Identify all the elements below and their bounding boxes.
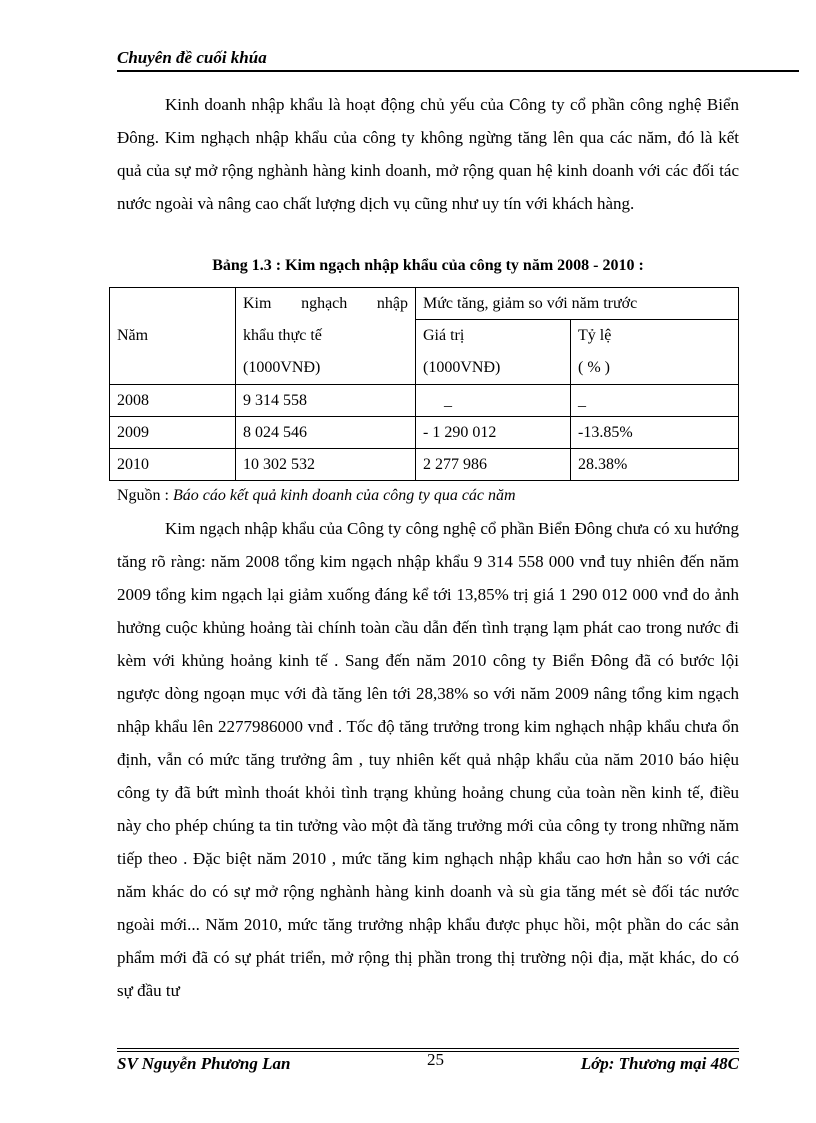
- table-header-row: [110, 288, 739, 320]
- table-row: [110, 417, 739, 449]
- source-text: Báo cáo kết quả kinh doanh của công ty qua các năm: [173, 487, 516, 504]
- header-kim-line1: Kim nghạch nhập: [243, 295, 408, 312]
- header-value-line2: (1000VNĐ): [423, 359, 501, 376]
- header-value-line1: Giá trị: [423, 327, 465, 344]
- cell-year: 2008: [110, 385, 236, 417]
- cell-rate: _: [571, 385, 739, 417]
- cell-import: 10 302 532: [236, 449, 416, 481]
- header-import-turnover: [236, 288, 416, 385]
- table-row: [110, 449, 739, 481]
- cell-year: 2009: [110, 417, 236, 449]
- page-number: 25: [427, 1050, 444, 1069]
- cell-rate: 28.38%: [571, 449, 739, 481]
- cell-import: 8 024 546: [236, 417, 416, 449]
- header-year: Năm: [110, 288, 236, 385]
- cell-import: 9 314 558: [236, 385, 416, 417]
- cell-value: _: [416, 385, 571, 417]
- intro-paragraph: Kinh doanh nhập khẩu là hoạt động chủ yếu của Công ty cổ phần công nghệ Biển Đông. Kim nghạch nhập khẩu của công ty không ngừng tăng lên qua các năm, đó là kết quả của sự mở rộng nghành hàng kinh doanh, mở rộng quan hệ kinh doanh với các đối tác nước ngoài và nâng cao chất lượng dịch vụ cũng như uy tín với khách hàng.: [117, 95, 739, 213]
- header-kim-line2: khẩu thực tế: [243, 327, 322, 344]
- footer-author: SV Nguyễn Phương Lan: [117, 1054, 291, 1073]
- footer-class: Lớp: Thương mại 48C: [580, 1054, 739, 1073]
- table-row: [110, 385, 739, 417]
- header-rate-line2: ( % ): [578, 359, 610, 376]
- header-value: [416, 320, 571, 385]
- analysis-paragraph: Kim ngạch nhập khẩu của Công ty công nghệ cổ phần Biển Đông chưa có xu hướng tăng rõ ràng: năm 2008 tổng kim ngạch nhập khẩu 9 314 558 000 vnđ tuy nhiên đến năm 2009 tổng kim ngạch lại giảm xuống đáng kể tới 13,85% trị giá 1 290 012 000 vnđ do ảnh hưởng cuộc khủng hoảng tài chính toàn cầu dẫn đến tình trạng lạm phát cao trong nước đi kèm với khủng hoảng kinh tế . Sang đến năm 2010 công ty Biển Đông đã có bước lội ngược dòng ngoạn mục với đà tăng lên tới 28,38% so với năm 2009 nâng tổng kim ngạch nhập khẩu lên 2277986000 vnđ . Tốc độ tăng trưởng trong kim nghạch nhập khẩu chưa ổn định, vẫn có mức tăng trưởng âm , tuy nhiên kết quả nhập khẩu của năm 2010 báo hiệu công ty đã bứt mình thoát khỏi tình trạng khủng hoảng chung của toàn nền kinh tế, điều này cho phép chúng ta tin tưởng vào một đà tăng trưởng mới của công ty trong những năm tiếp theo . Đặc biệt năm 2010 , mức tăng kim nghạch nhập khẩu cao hơn hẳn so với các năm khác do có sự mở rộng nghành hàng kinh doanh và sù gia tăng mét sè đối tác nước ngoài mới... Năm 2010, mức tăng trưởng nhập khẩu được phục hồi, một phần do các sản phẩm mới đã có sự phát triển, mở rộng thị phần trong thị trường nội địa, mặt khác, do có sự đầu tư: [117, 519, 739, 1000]
- source-label: Nguồn :: [117, 487, 169, 504]
- header-kim-line3: (1000VNĐ): [243, 359, 321, 376]
- header-rate: [571, 320, 739, 385]
- cell-rate: -13.85%: [571, 417, 739, 449]
- cell-value: 2 277 986: [416, 449, 571, 481]
- table-title: Bảng 1.3 : Kim ngạch nhập khẩu của công ty năm 2008 - 2010 :: [212, 257, 644, 274]
- footer-divider: [117, 1048, 739, 1049]
- page-header-title: Chuyên đề cuối khúa: [117, 48, 799, 72]
- header-rate-line1: Tỷ lệ: [578, 327, 612, 344]
- header-change: Mức tăng, giảm so với năm trước: [416, 288, 739, 320]
- table-source: [117, 487, 516, 505]
- import-turnover-table: [109, 287, 739, 481]
- cell-year: 2010: [110, 449, 236, 481]
- cell-value: - 1 290 012: [416, 417, 571, 449]
